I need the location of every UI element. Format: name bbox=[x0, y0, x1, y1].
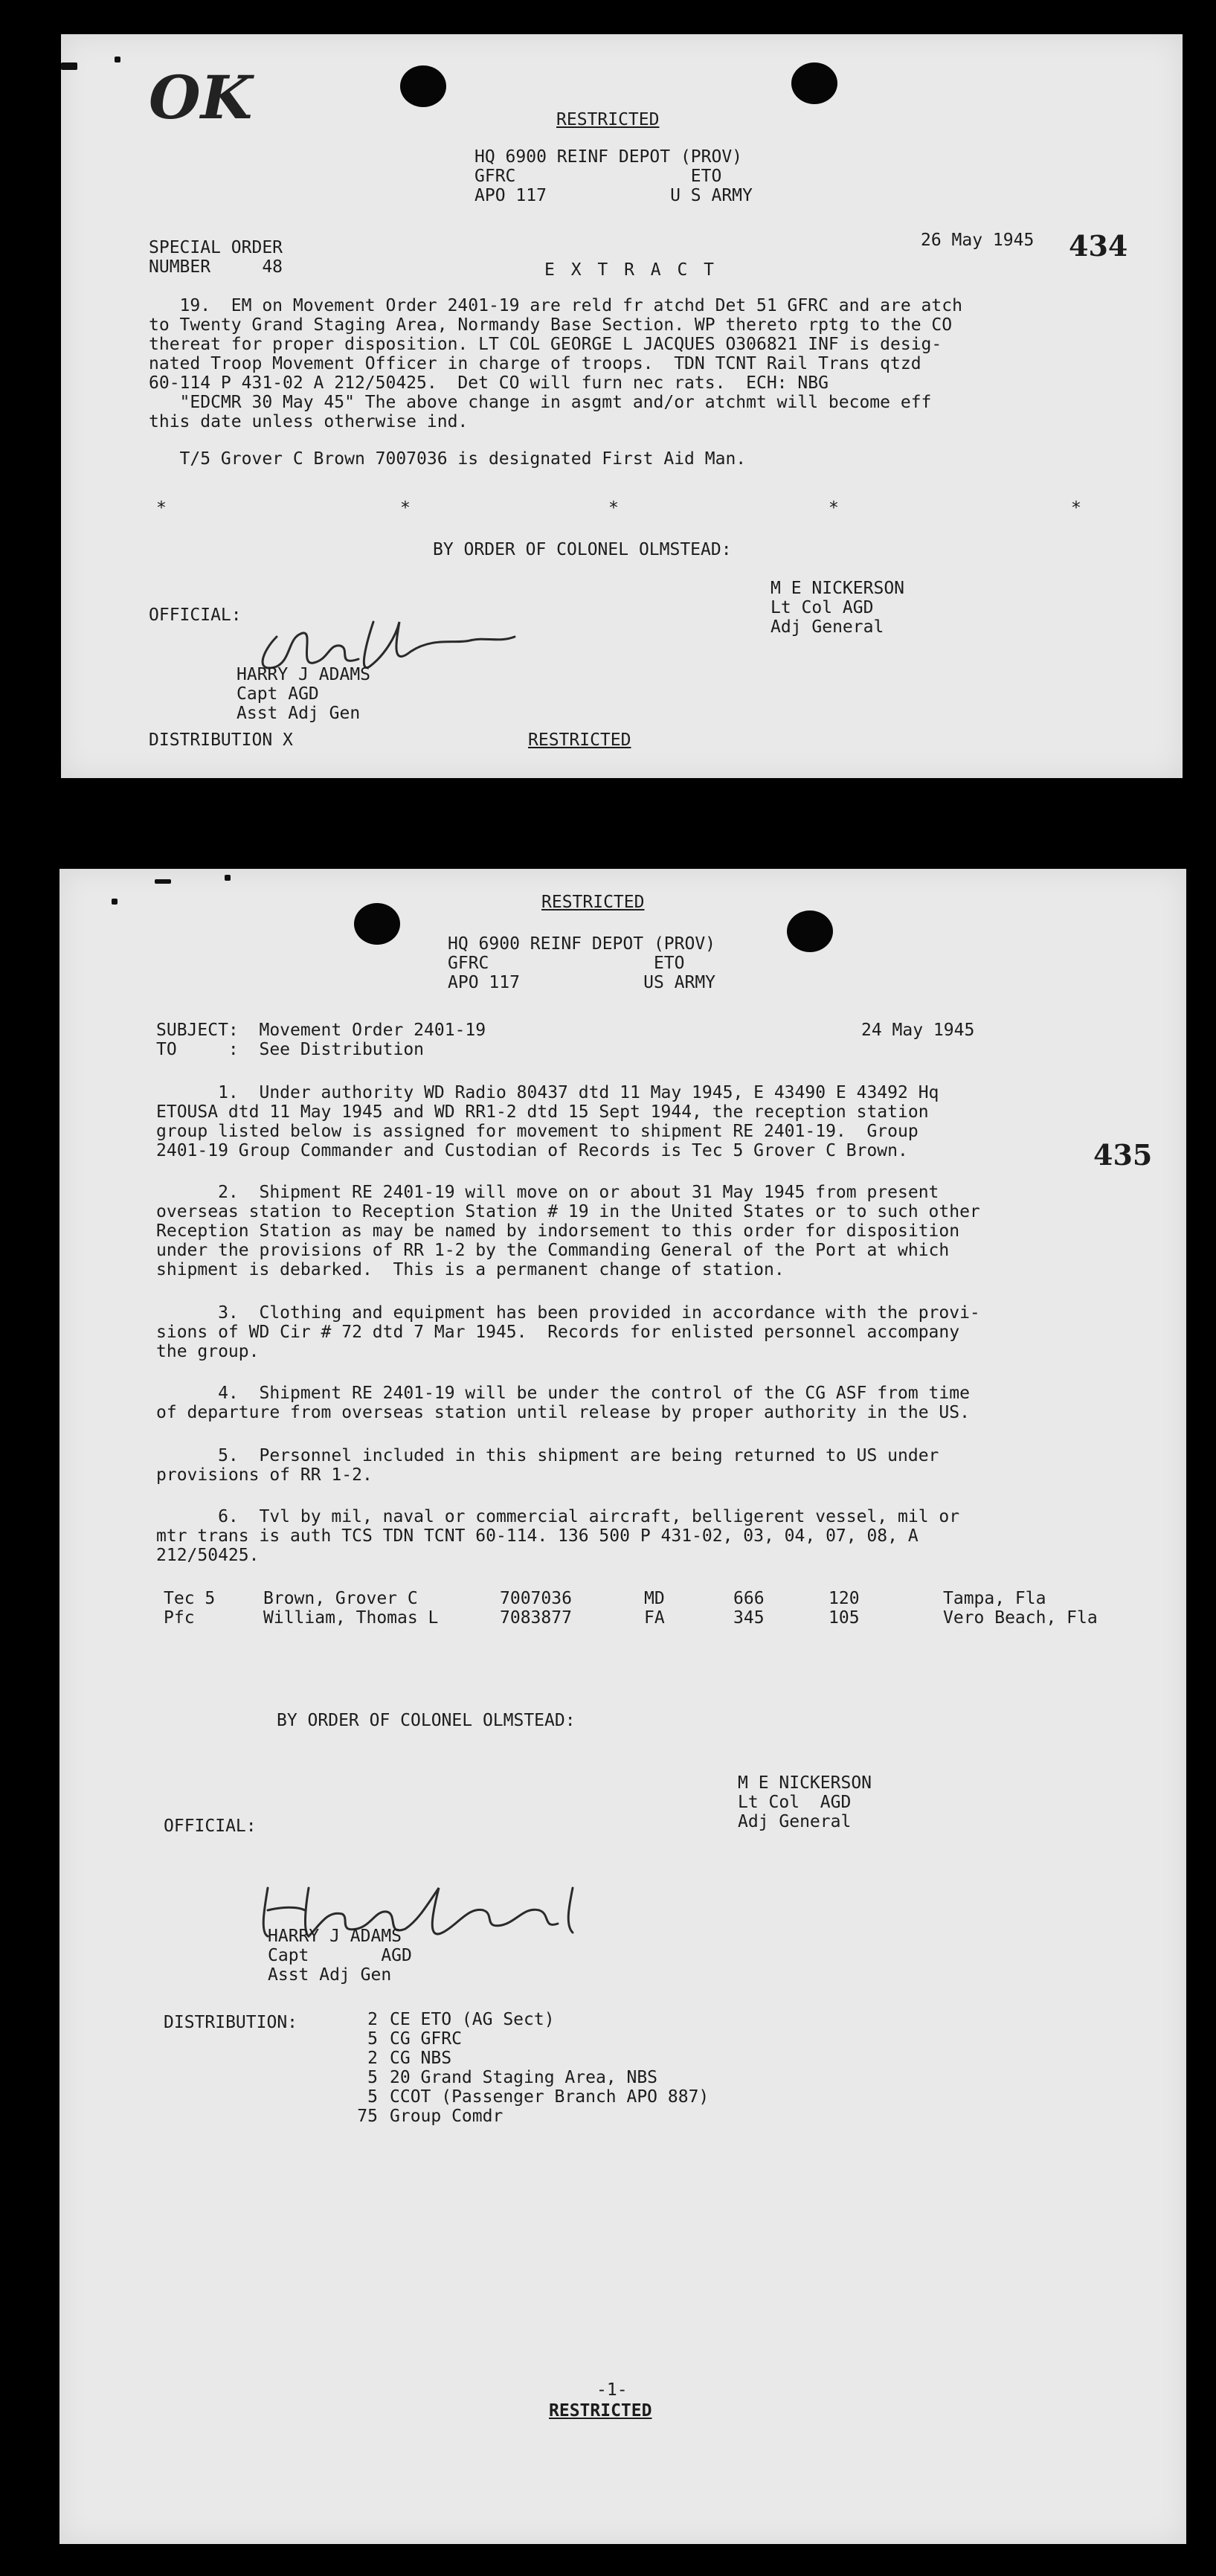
subject-line: SUBJECT: Movement Order 2401-19 bbox=[156, 1021, 486, 1040]
cell-mos: 345 bbox=[733, 1608, 765, 1628]
distribution-recipient: CE ETO (AG Sect) bbox=[390, 2010, 555, 2029]
paragraph-line: 2. Shipment RE 2401-19 will move on or about 31 May 1945 from present bbox=[156, 1183, 939, 1202]
order-number: NUMBER 48 bbox=[149, 257, 283, 277]
cell-asn: 7007036 bbox=[500, 1589, 572, 1608]
cell-grade: Tec 5 bbox=[164, 1589, 216, 1608]
official-rank: Capt AGD bbox=[268, 1946, 412, 1965]
distribution-recipient: CG GFRC bbox=[390, 2029, 462, 2049]
extract-title: E X T R A C T bbox=[544, 260, 718, 280]
distribution-recipient: CG NBS bbox=[390, 2049, 452, 2068]
header-line: HQ 6900 REINF DEPOT (PROV) bbox=[448, 934, 716, 954]
cell-name: Brown, Grover C bbox=[263, 1589, 418, 1608]
cell-name: William, Thomas L bbox=[263, 1608, 439, 1628]
distribution-recipient: 20 Grand Staging Area, NBS bbox=[390, 2068, 658, 2087]
official-name: HARRY J ADAMS bbox=[237, 665, 371, 684]
official-title: Asst Adj Gen bbox=[237, 704, 361, 723]
paragraph-line: 6. Tvl by mil, naval or commercial aircraft, belligerent vessel, mil or bbox=[156, 1507, 960, 1526]
paragraph-line: thereat for proper disposition. LT COL GEORGE L JACQUES O306821 INF is desig- bbox=[149, 335, 942, 354]
cell-code: MD bbox=[644, 1589, 665, 1608]
distribution-count: 75 bbox=[357, 2107, 378, 2126]
official-label: OFFICIAL: bbox=[164, 1817, 257, 1836]
distribution-label: DISTRIBUTION: bbox=[164, 2013, 298, 2032]
punch-hole bbox=[791, 62, 837, 104]
cell-number: 120 bbox=[829, 1589, 860, 1608]
paragraph-line: 1. Under authority WD Radio 80437 dtd 11 May 1945, E 43490 E 43492 Hq bbox=[156, 1083, 939, 1102]
paragraph-line: 19. EM on Movement Order 2401-19 are reld fr atchd Det 51 GFRC and are atch bbox=[149, 296, 962, 315]
distribution-recipient: Group Comdr bbox=[390, 2107, 504, 2126]
punch-hole bbox=[787, 910, 833, 952]
footer-page-number: -1- bbox=[596, 2380, 628, 2400]
punch-hole bbox=[354, 903, 400, 945]
paragraph-line: 5. Personnel included in this shipment are being returned to US under bbox=[156, 1446, 939, 1465]
paragraph-line: ETOUSA dtd 11 May 1945 and WD RR1-2 dtd 15 Sept 1944, the reception station bbox=[156, 1102, 929, 1122]
order-label: SPECIAL ORDER bbox=[149, 238, 283, 257]
signer-title: Adj General bbox=[738, 1812, 852, 1831]
smudge-mark bbox=[155, 879, 171, 884]
smudge-mark bbox=[225, 875, 231, 881]
distribution-count: 5 bbox=[367, 2087, 378, 2107]
separator-asterisk: * bbox=[829, 498, 839, 518]
paragraph-line: nated Troop Movement Officer in charge of troops. TDN TCNT Rail Trans qtzd bbox=[149, 354, 921, 373]
by-order-line: BY ORDER OF COLONEL OLMSTEAD: bbox=[277, 1711, 576, 1730]
cell-home: Vero Beach, Fla bbox=[943, 1608, 1098, 1628]
cell-grade: Pfc bbox=[164, 1608, 195, 1628]
separator-asterisk: * bbox=[608, 498, 619, 518]
cell-home: Tampa, Fla bbox=[943, 1589, 1046, 1608]
order-date: 26 May 1945 bbox=[921, 231, 1035, 250]
paragraph-line: this date unless otherwise ind. bbox=[149, 412, 469, 431]
paragraph-line: 3. Clothing and equipment has been provided in accordance with the provi- bbox=[156, 1303, 980, 1323]
distribution-recipient: CCOT (Passenger Branch APO 887) bbox=[390, 2087, 710, 2107]
cell-number: 105 bbox=[829, 1608, 860, 1628]
document-page-2 bbox=[59, 869, 1186, 2544]
distribution-line: DISTRIBUTION X bbox=[149, 730, 293, 750]
separator-asterisk: * bbox=[156, 498, 167, 518]
smudge-mark bbox=[115, 57, 120, 62]
official-rank: Capt AGD bbox=[237, 684, 319, 704]
paragraph-line: Reception Station as may be named by indorsement to this order for disposition bbox=[156, 1221, 960, 1241]
by-order-line: BY ORDER OF COLONEL OLMSTEAD: bbox=[433, 540, 732, 559]
paragraph-line: 60-114 P 431-02 A 212/50425. Det CO will furn nec rats. ECH: NBG bbox=[149, 373, 829, 393]
classification-footer: RESTRICTED bbox=[549, 2401, 652, 2421]
paragraph-line: 4. Shipment RE 2401-19 will be under the control of the CG ASF from time bbox=[156, 1384, 970, 1403]
paragraph-line: shipment is debarked. This is a permanent change of station. bbox=[156, 1260, 785, 1279]
header-line: GFRC ETO bbox=[475, 167, 722, 186]
handwritten-mark: OK bbox=[149, 62, 253, 132]
paragraph-line: provisions of RR 1-2. bbox=[156, 1465, 373, 1485]
signer-title: Adj General bbox=[771, 617, 884, 637]
signer-name: M E NICKERSON bbox=[738, 1773, 872, 1793]
paragraph-line: the group. bbox=[156, 1342, 260, 1361]
to-line: TO : See Distribution bbox=[156, 1040, 425, 1059]
cell-mos: 666 bbox=[733, 1589, 765, 1608]
signer-rank: Lt Col AGD bbox=[738, 1793, 852, 1812]
official-name: HARRY J ADAMS bbox=[268, 1927, 402, 1946]
paragraph-line: overseas station to Reception Station # 19 in the United States or to such other bbox=[156, 1202, 980, 1221]
separator-asterisk: * bbox=[400, 498, 411, 518]
paragraph-line: 212/50425. bbox=[156, 1546, 260, 1565]
document-page-1 bbox=[61, 34, 1183, 778]
distribution-count: 2 bbox=[367, 2049, 378, 2068]
distribution-count: 5 bbox=[367, 2029, 378, 2049]
order-date: 24 May 1945 bbox=[861, 1021, 975, 1040]
paragraph-line: "EDCMR 30 May 45" The above change in asgmt and/or atchmt will become eff bbox=[149, 393, 932, 412]
separator-asterisk: * bbox=[1071, 498, 1081, 518]
classification-header: RESTRICTED bbox=[556, 110, 660, 129]
paragraph-line: mtr trans is auth TCS TDN TCNT 60-114. 136 500 P 431-02, 03, 04, 07, 08, A bbox=[156, 1526, 919, 1546]
classification-footer: RESTRICTED bbox=[528, 730, 631, 750]
paragraph-line: 2401-19 Group Commander and Custodian of Records is Tec 5 Grover C Brown. bbox=[156, 1141, 908, 1160]
header-line: APO 117 US ARMY bbox=[448, 973, 716, 992]
paragraph-line: sions of WD Cir # 72 dtd 7 Mar 1945. Records for enlisted personnel accompany bbox=[156, 1323, 960, 1342]
punch-hole bbox=[400, 65, 446, 107]
paragraph-line: to Twenty Grand Staging Area, Normandy Base Section. WP thereto rptg to the CO bbox=[149, 315, 953, 335]
classification-header: RESTRICTED bbox=[541, 893, 645, 912]
header-line: GFRC ETO bbox=[448, 954, 685, 973]
header-line: APO 117 U S ARMY bbox=[475, 186, 753, 205]
signer-rank: Lt Col AGD bbox=[771, 598, 874, 617]
paragraph-line: T/5 Grover C Brown 7007036 is designated First Aid Man. bbox=[149, 449, 747, 469]
page-number: 434 bbox=[1069, 229, 1128, 263]
page-number: 435 bbox=[1093, 1138, 1153, 1172]
distribution-count: 5 bbox=[367, 2068, 378, 2087]
smudge-mark bbox=[112, 899, 118, 905]
smudge-mark bbox=[61, 62, 77, 70]
distribution-count: 2 bbox=[367, 2010, 378, 2029]
signer-name: M E NICKERSON bbox=[771, 579, 905, 598]
official-title: Asst Adj Gen bbox=[268, 1965, 392, 1985]
paragraph-line: of departure from overseas station until release by proper authority in the US. bbox=[156, 1403, 970, 1422]
header-line: HQ 6900 REINF DEPOT (PROV) bbox=[475, 147, 743, 167]
cell-code: FA bbox=[644, 1608, 665, 1628]
official-label: OFFICIAL: bbox=[149, 606, 242, 625]
paragraph-line: group listed below is assigned for movement to shipment RE 2401-19. Group bbox=[156, 1122, 919, 1141]
cell-asn: 7083877 bbox=[500, 1608, 572, 1628]
paragraph-line: under the provisions of RR 1-2 by the Commanding General of the Port at which bbox=[156, 1241, 950, 1260]
